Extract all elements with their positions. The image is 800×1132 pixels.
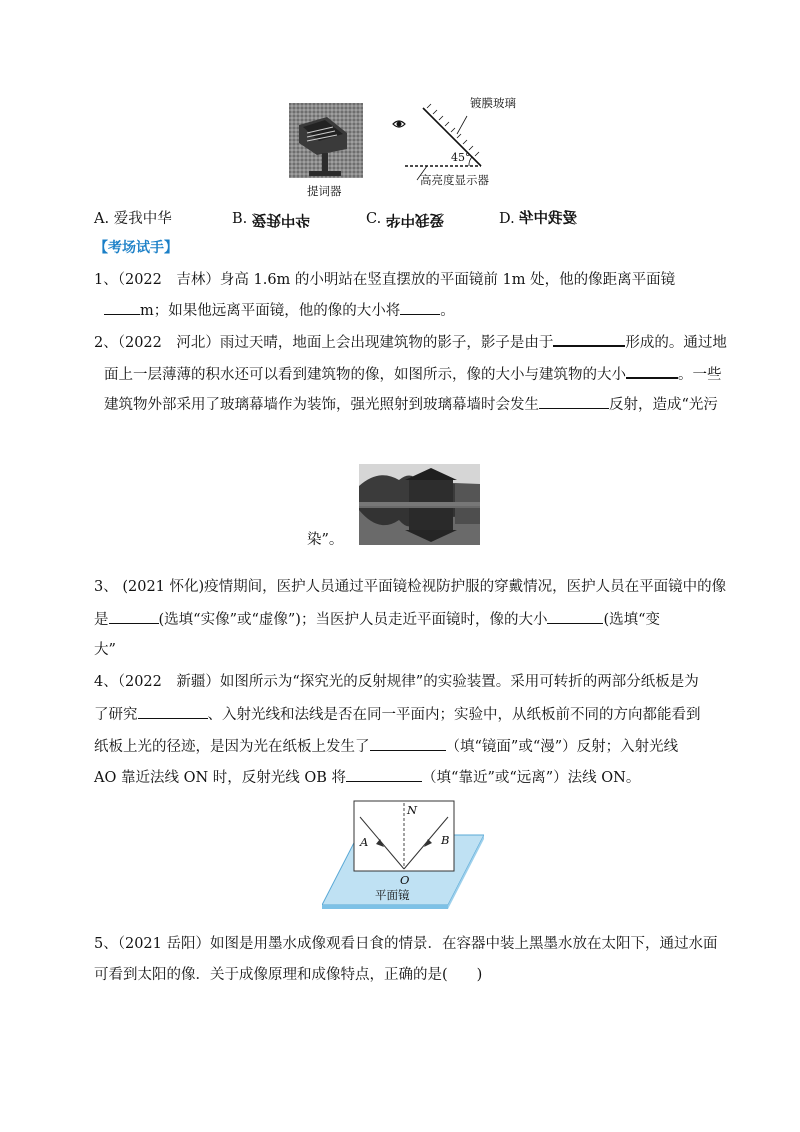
q2-line3	[104, 393, 718, 415]
q2-line3-b: 反射，造成“光污	[609, 397, 718, 413]
q1-blank-2[interactable]	[400, 299, 440, 315]
q4-line2	[94, 703, 701, 725]
fig-label-o: O	[400, 873, 410, 887]
option-a	[94, 209, 172, 229]
option-b-letter: B.	[232, 211, 248, 227]
option-b-text: 爱我中华	[251, 211, 310, 227]
q3-blank-1[interactable]	[109, 608, 159, 624]
option-a-text: 爱我中华	[113, 211, 172, 227]
q1-blank-1[interactable]	[104, 299, 140, 315]
q3-line1: 3、 (2021 怀化)疫情期间，医护人员通过平面镜检视防护服的穿戴情况，医护人员在平面镜中的像	[94, 579, 727, 595]
q4-line2-b: 、入射光线和法线是否在同一平面内；实验中，从纸板前不同的方向都能看到	[207, 707, 701, 723]
prompter-caption: 提词器	[307, 184, 342, 198]
q1-line2-b: 。	[440, 303, 455, 319]
option-c-letter: C.	[366, 211, 382, 227]
q4-line3	[94, 735, 678, 757]
q2-line3-a: 建筑物外部采用了玻璃幕墙作为装饰，强光照射到玻璃幕墙时会发生	[104, 397, 539, 413]
glass-label: 镀膜玻璃	[470, 96, 516, 110]
q2-line2-b: 。一些	[678, 367, 722, 383]
q4-line3-a: 纸板上光的径迹，是因为光在纸板上发生了	[94, 739, 370, 755]
option-d-letter: D.	[499, 211, 515, 227]
q4-line2-a: 了研究	[94, 707, 138, 723]
q2-line2	[104, 362, 722, 385]
option-b	[232, 209, 310, 229]
q4-line4-a: AO 靠近法线 ON 时，反射光线 OB 将	[94, 770, 347, 786]
option-d-text: 爱我中华	[519, 211, 578, 227]
option-c	[366, 209, 444, 229]
option-a-letter: A.	[94, 211, 110, 227]
fig-label-a: A	[360, 835, 369, 849]
q2-blank-1[interactable]	[553, 330, 625, 347]
fig-label-mirror: 平面镜	[375, 888, 410, 902]
q1-line2-a: m；如果他远离平面镜，他的像的大小将	[140, 303, 401, 319]
q2-blank-3[interactable]	[539, 393, 609, 409]
q4-blank-3[interactable]	[346, 766, 422, 782]
q4-line4	[94, 766, 640, 788]
angle-label: 45°	[451, 151, 471, 164]
q3-line3: 大”	[94, 642, 116, 658]
display-label: 高亮度显示器	[420, 173, 489, 187]
q1-line1: 1、（2022 吉林）身高 1.6m 的小明站在竖直摆放的平面镜前 1m 处，他的像距离平面镜	[94, 272, 676, 288]
q3-line2-a: 是	[94, 612, 109, 628]
q2-line1-a: 2、（2022 河北）雨过天晴，地面上会出现建筑物的影子，影子是由于	[94, 335, 554, 351]
q5-line2: 可看到太阳的像．关于成像原理和成像特点，正确的是( )	[94, 967, 483, 983]
q3-line2-c: (选填“变	[603, 612, 661, 628]
q1-line2	[104, 299, 455, 321]
building-reflection-photo	[359, 464, 480, 545]
section-title: 【考场试手】	[94, 240, 178, 256]
option-c-text: 爱我中华	[385, 211, 444, 227]
fig-label-n: N	[407, 803, 418, 817]
q3-blank-2[interactable]	[547, 608, 603, 624]
q4-line3-b: （填“镜面”或“漫”）反射；入射光线	[445, 739, 679, 755]
q2-line4: 染”。	[307, 532, 344, 548]
q4-blank-2[interactable]	[370, 735, 446, 751]
q3-line2	[94, 608, 660, 630]
option-d	[499, 209, 577, 229]
q4-line4-b: （填“靠近”或“远离”）法线 ON。	[422, 770, 641, 786]
fig-label-b: B	[441, 833, 450, 847]
q4-line1: 4、（2022 新疆）如图所示为“探究光的反射规律”的实验装置。采用可转折的两部分纸板是为	[94, 674, 699, 690]
q2-line1	[94, 330, 727, 353]
teleprompter-photo	[289, 103, 363, 178]
q5-line1: 5、（2021 岳阳）如图是用墨水成像观看日食的情景．在容器中装上黑墨水放在太阳下，通过水面	[94, 936, 718, 952]
q2-blank-2[interactable]	[626, 362, 678, 379]
q3-line2-b: (选填“实像”或“虚像”)；当医护人员走近平面镜时，像的大小	[158, 612, 548, 628]
q4-blank-1[interactable]	[138, 703, 208, 719]
q2-line1-b: 形成的。通过地	[625, 335, 727, 351]
q2-line2-a: 面上一层薄薄的积水还可以看到建筑物的像，如图所示，像的大小与建筑物的大小	[104, 367, 626, 383]
eye-icon	[393, 121, 405, 127]
